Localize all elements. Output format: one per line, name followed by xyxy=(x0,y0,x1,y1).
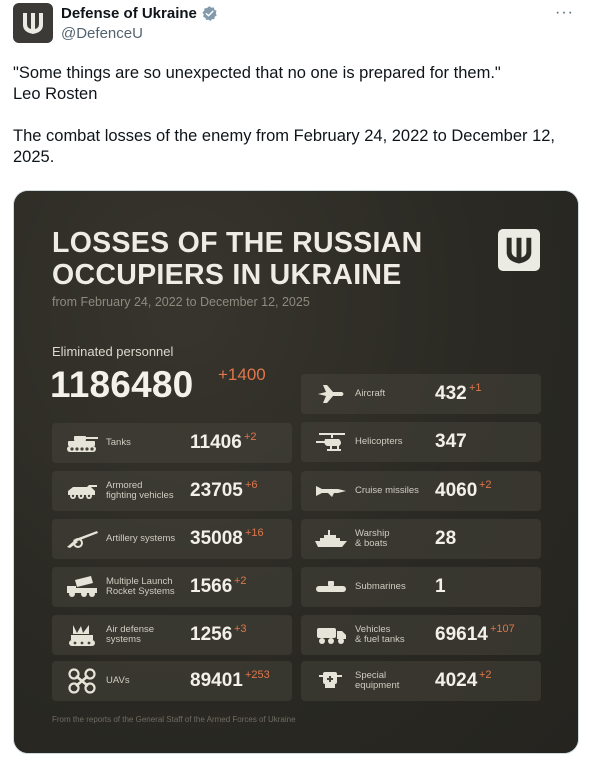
trident-emblem xyxy=(498,229,540,271)
stat-label: Armored fighting vehicles xyxy=(106,480,174,501)
submarine-icon xyxy=(313,574,349,600)
tweet-quote-author: Leo Rosten xyxy=(13,85,98,103)
stat-value: 89401 xyxy=(190,670,243,691)
stat-label: Vehicles & fuel tanks xyxy=(355,624,405,645)
verified-badge-icon xyxy=(201,5,218,22)
stat-row-left-5 xyxy=(52,661,292,701)
stat-delta: +2 xyxy=(244,431,257,443)
personnel-value: 1186480 xyxy=(50,364,194,405)
stat-value: 4024 xyxy=(435,670,478,691)
stat-value: 432 xyxy=(435,383,467,404)
stat-label: UAVs xyxy=(106,675,130,686)
stat-delta: +2 xyxy=(479,479,492,491)
stat-label: Aircraft xyxy=(355,388,386,399)
stat-delta: +16 xyxy=(245,527,264,539)
aircraft-icon xyxy=(313,381,349,407)
stat-row-right-1 xyxy=(301,422,541,462)
stat-row-right-6 xyxy=(301,661,541,701)
stat-delta: +253 xyxy=(245,669,270,681)
infographic-image[interactable] xyxy=(13,190,579,754)
stat-value: 11406 xyxy=(190,432,242,453)
stat-label: Warship & boats xyxy=(355,528,390,549)
stat-row-left-0 xyxy=(52,423,292,463)
personnel-label: Eliminated personnel xyxy=(52,344,174,359)
stat-value: 35008 xyxy=(190,528,243,549)
stat-label: Tanks xyxy=(106,437,131,448)
drone-icon xyxy=(64,668,100,694)
stat-row-left-4 xyxy=(52,615,292,655)
stat-label: Multiple Launch Rocket Systems xyxy=(106,576,175,597)
tank-icon xyxy=(64,430,100,456)
stat-delta: +3 xyxy=(234,623,247,635)
stat-row-right-3 xyxy=(301,519,541,559)
air-defense-icon xyxy=(64,622,100,648)
personnel-delta: +1400 xyxy=(218,365,266,384)
account-name[interactable] xyxy=(61,5,218,22)
stat-value: 28 xyxy=(435,528,457,549)
stat-row-left-1 xyxy=(52,471,292,511)
fuel-truck-icon xyxy=(313,622,349,648)
stat-value: 1566 xyxy=(190,576,233,597)
infographic-subtitle: from February 24, 2022 to December 12, 2025 xyxy=(52,295,310,309)
cruise-missile-icon xyxy=(313,478,349,504)
tweet-text xyxy=(13,63,573,168)
warship-icon xyxy=(313,526,349,552)
more-options-button[interactable]: ··· xyxy=(555,4,574,21)
stat-row-right-5 xyxy=(301,615,541,655)
stat-row-left-3 xyxy=(52,567,292,607)
avatar[interactable] xyxy=(13,3,53,43)
trident-icon xyxy=(504,234,534,266)
tweet-summary: The combat losses of the enemy from February 24, 2022 to December 12, 2025. xyxy=(13,127,556,166)
stat-label: Cruise missiles xyxy=(355,485,419,496)
stat-value: 347 xyxy=(435,431,467,452)
stat-delta: +107 xyxy=(490,623,515,635)
stat-value: 4060 xyxy=(435,480,478,501)
stat-label: Helicopters xyxy=(355,436,403,447)
stat-label: Special equipment xyxy=(355,670,400,691)
helicopter-icon xyxy=(313,429,349,455)
trident-logo-icon xyxy=(21,10,45,36)
stat-label: Artillery systems xyxy=(106,533,176,544)
stat-label: Submarines xyxy=(355,581,406,592)
stat-value: 69614 xyxy=(435,624,488,645)
stat-label: Air defense systems xyxy=(106,624,155,645)
tweet-quote: "Some things are so unexpected that no one is prepared for them." xyxy=(13,64,501,82)
infographic-title xyxy=(52,227,423,291)
account-handle[interactable]: @DefenceU xyxy=(61,25,143,42)
stat-delta: +2 xyxy=(234,575,247,587)
source-note: From the reports of the General Staff of the Armed Forces of Ukraine xyxy=(52,715,296,724)
stat-delta: +2 xyxy=(479,669,492,681)
stat-row-right-4 xyxy=(301,567,541,607)
artillery-icon xyxy=(64,526,100,552)
title-line-2: OCCUPIERS IN UKRAINE xyxy=(52,259,402,291)
stat-row-right-0 xyxy=(301,374,541,414)
stat-delta: +6 xyxy=(245,479,258,491)
stat-delta: +1 xyxy=(469,382,482,394)
title-line-1: LOSSES OF THE RUSSIAN xyxy=(52,227,423,259)
stat-row-right-2 xyxy=(301,471,541,511)
armored-vehicle-icon xyxy=(64,478,100,504)
account-name-text[interactable]: Defense of Ukraine xyxy=(61,5,197,22)
special-equipment-icon xyxy=(313,668,349,694)
stat-row-left-2 xyxy=(52,519,292,559)
stat-value: 1256 xyxy=(190,624,233,645)
stat-value: 1 xyxy=(435,576,446,597)
stat-value: 23705 xyxy=(190,480,243,501)
rocket-launcher-icon xyxy=(64,574,100,600)
